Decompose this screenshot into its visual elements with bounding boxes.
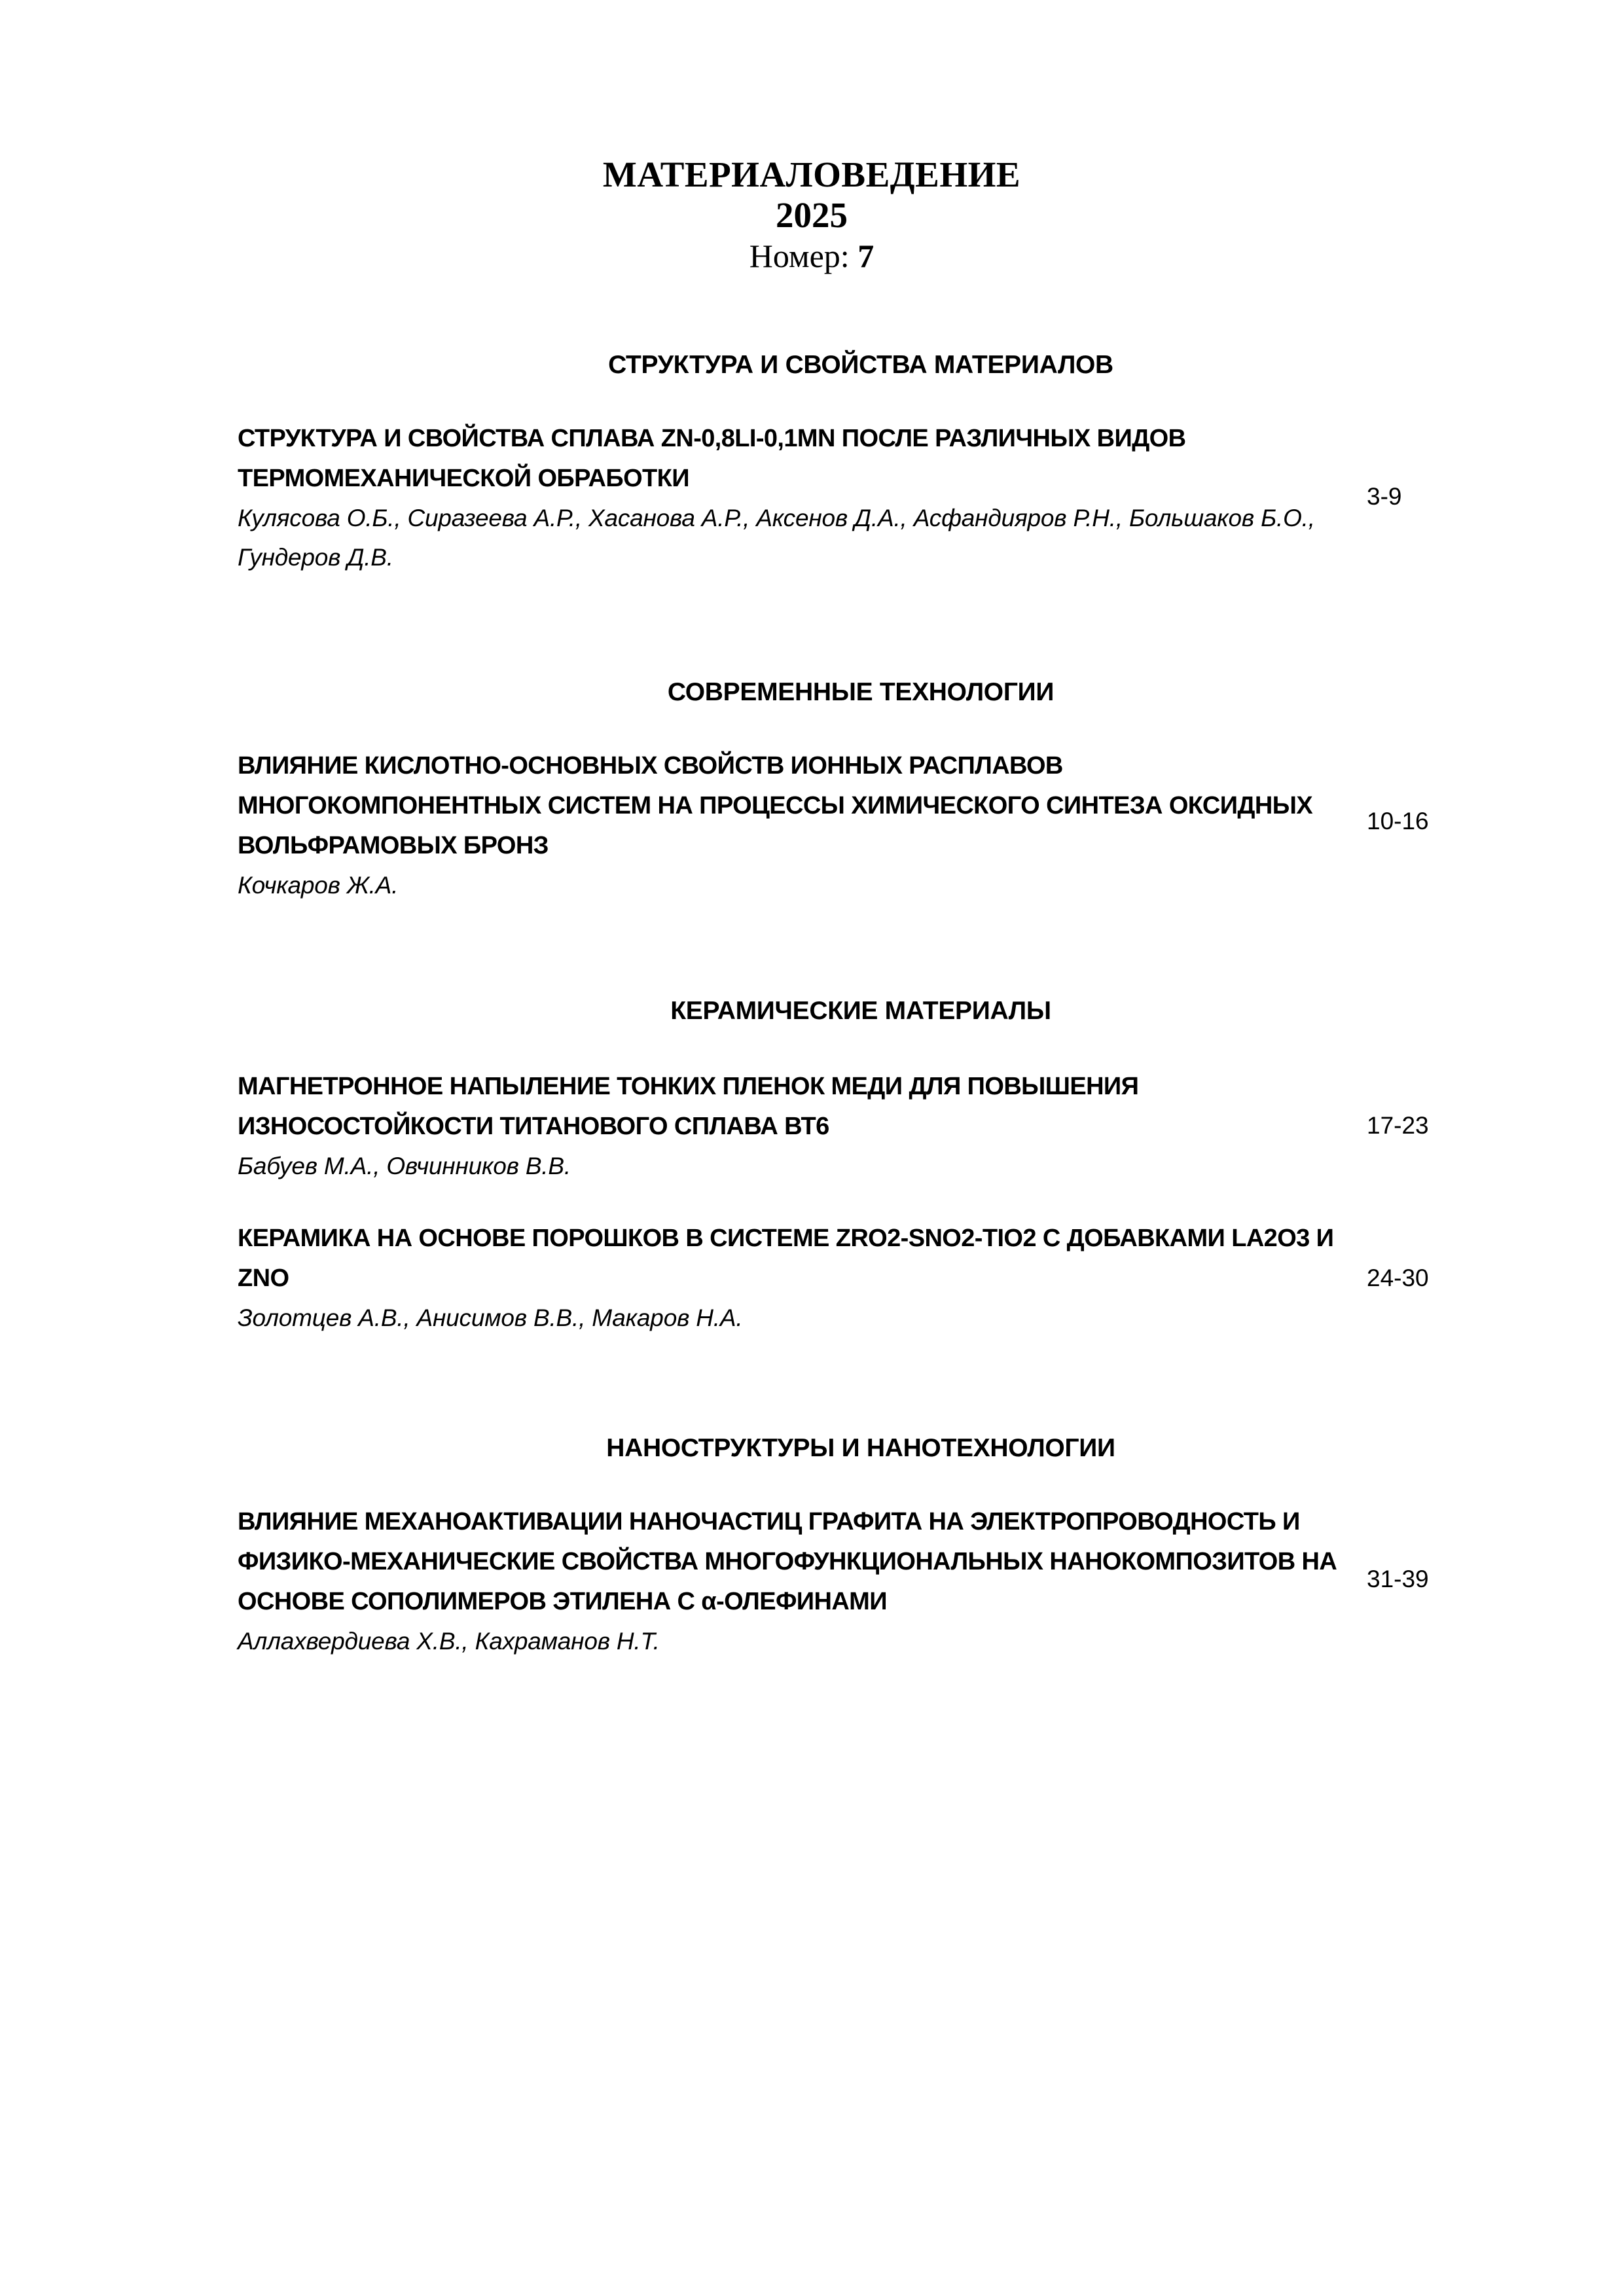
article-authors: Аллахвердиева Х.В., Кахраманов Н.Т. bbox=[238, 1628, 660, 1655]
section-heading: СОВРЕМЕННЫЕ ТЕХНОЛОГИИ bbox=[667, 678, 1055, 706]
journal-year: 2025 bbox=[776, 195, 848, 235]
article-entry bbox=[238, 1502, 1370, 1661]
section-heading: КЕРАМИЧЕСКИЕ МАТЕРИАЛЫ bbox=[670, 997, 1051, 1025]
article-authors: Бабуев М.А., Овчинников В.В. bbox=[238, 1153, 571, 1179]
section-heading: НАНОСТРУКТУРЫ И НАНОТЕХНОЛОГИИ bbox=[606, 1434, 1115, 1462]
article-pages: 31-39 bbox=[1367, 1566, 1429, 1592]
article-title-link[interactable]: КЕРАМИКА НА ОСНОВЕ ПОРОШКОВ В СИСТЕМЕ ZRO2-SNO2-TIO2 С ДОБАВКАМИ LA2O3 И ZNO bbox=[238, 1225, 1334, 1292]
article-entry bbox=[238, 419, 1370, 577]
journal-title: МАТЕРИАЛОВЕДЕНИЕ bbox=[602, 154, 1021, 194]
article-title-link[interactable]: СТРУКТУРА И СВОЙСТВА СПЛАВА ZN-0,8LI-0,1MN ПОСЛЕ РАЗЛИЧНЫХ ВИДОВ ТЕРМОМЕХАНИЧЕСКОЙ ОБРАБОТКИ bbox=[238, 425, 1186, 492]
article-entry bbox=[238, 1219, 1370, 1338]
article-pages: 3-9 bbox=[1367, 483, 1402, 510]
section-heading: СТРУКТУРА И СВОЙСТВА МАТЕРИАЛОВ bbox=[608, 351, 1113, 379]
article-authors: Золотцев А.В., Анисимов В.В., Макаров Н.А. bbox=[238, 1304, 743, 1331]
article-title-link[interactable]: ВЛИЯНИЕ КИСЛОТНО-ОСНОВНЫХ СВОЙСТВ ИОННЫХ РАСПЛАВОВ МНОГОКОМПОНЕНТНЫХ СИСТЕМ НА ПРОЦЕССЫ ХИМИЧЕСКОГО СИНТЕЗА ОКСИДНЫХ ВОЛЬФРАМОВЫХ БРОНЗ bbox=[238, 752, 1313, 859]
article-authors: Кочкаров Ж.А. bbox=[238, 872, 399, 899]
issue-number: 7 bbox=[857, 238, 875, 274]
article-authors: Кулясова О.Б., Сиразеева А.Р., Хасанова А.Р., Аксенов Д.А., Асфандияров Р.Н., Большаков Б.О., Гундеров Д.В. bbox=[238, 505, 1315, 571]
issue-label: Номер: bbox=[749, 238, 850, 274]
article-pages: 24-30 bbox=[1367, 1265, 1429, 1291]
article-pages: 17-23 bbox=[1367, 1112, 1429, 1139]
article-entry bbox=[238, 1067, 1370, 1186]
article-title-link[interactable]: МАГНЕТРОННОЕ НАПЫЛЕНИЕ ТОНКИХ ПЛЕНОК МЕДИ ДЛЯ ПОВЫШЕНИЯ ИЗНОСОСТОЙКОСТИ ТИТАНОВОГО СПЛАВА ВТ6 bbox=[238, 1073, 1139, 1140]
issue-line bbox=[0, 235, 1624, 277]
masthead bbox=[0, 154, 1624, 277]
article-title-link[interactable]: ВЛИЯНИЕ МЕХАНОАКТИВАЦИИ НАНОЧАСТИЦ ГРАФИТА НА ЭЛЕКТРОПРОВОДНОСТЬ И ФИЗИКО-МЕХАНИЧЕСКИЕ СВОЙСТВА МНОГОФУНКЦИОНАЛЬНЫХ НАНОКОМПОЗИТОВ НА ОСНОВЕ СОПОЛИМЕРОВ ЭТИЛЕНА С α-ОЛЕФИНАМИ bbox=[238, 1508, 1337, 1615]
article-pages: 10-16 bbox=[1367, 808, 1429, 834]
article-entry bbox=[238, 746, 1370, 905]
